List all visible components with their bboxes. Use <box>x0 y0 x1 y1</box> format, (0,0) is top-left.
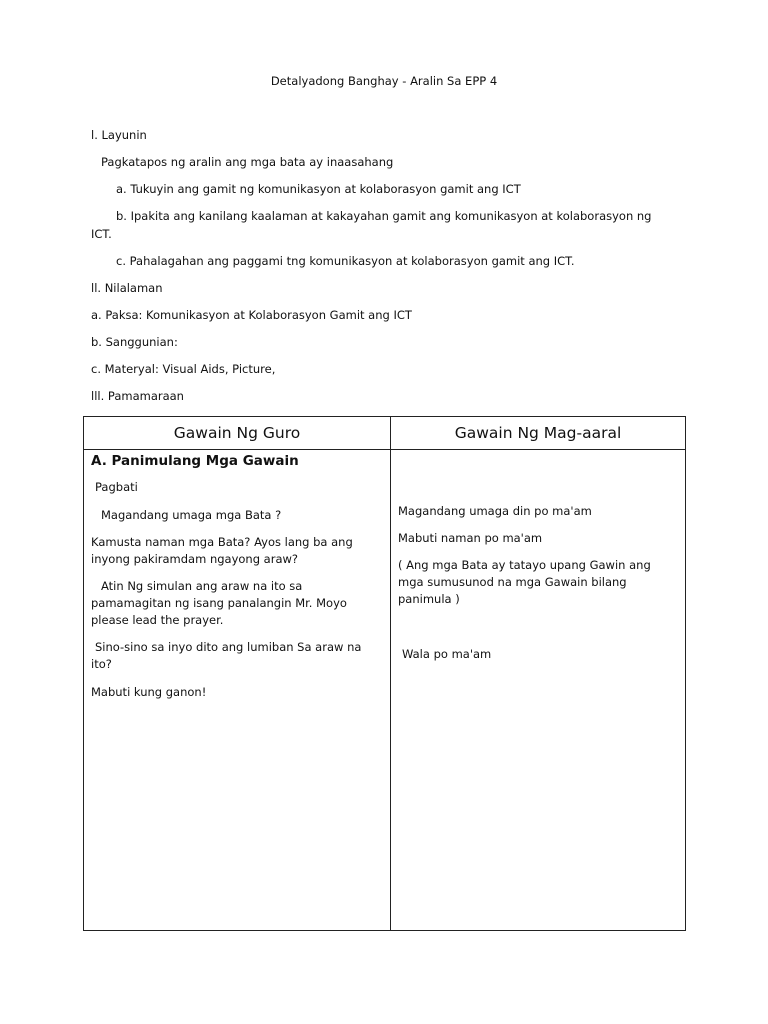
layunin-intro: Pagkatapos ng aralin ang mga bata ay inaasahang <box>101 155 394 169</box>
objective-c: c. Pahalagahan ang paggami tng komunikasyon at kolaborasyon gamit ang ICT. <box>116 254 575 268</box>
magaaral-greet: Magandang umaga din po ma'am <box>398 504 592 518</box>
guro-greet: Magandang umaga mga Bata ? <box>101 508 282 522</box>
pamamaraan-heading: lll. Pamamaraan <box>91 389 184 403</box>
magaaral-wala: Wala po ma'am <box>402 647 492 661</box>
objective-b-line2: ICT. <box>91 227 112 241</box>
section-panimulang-gawain: A. Panimulang Mga Gawain <box>91 453 299 469</box>
header-gawain-ng-mag-aaral: Gawain Ng Mag-aaral <box>391 417 686 450</box>
guro-cell <box>84 450 391 931</box>
guro-sino: Sino-sino sa inyo dito ang lumiban Sa araw na ito? <box>91 640 362 671</box>
magaaral-cell <box>391 450 686 931</box>
guro-pagbati: Pagbati <box>95 480 138 494</box>
nilalaman-heading: ll. Nilalaman <box>91 281 163 295</box>
guro-kamusta: Kamusta naman mga Bata? Ayos lang ba ang inyong pakiramdam ngayong araw? <box>91 535 353 566</box>
header-gawain-ng-guro: Gawain Ng Guro <box>84 417 391 450</box>
guro-simulan: Atin Ng simulan ang araw na ito sa pamamagitan ng isang panalangin Mr. Moyo please lead the prayer. <box>91 579 347 627</box>
layunin-heading: l. Layunin <box>91 128 147 142</box>
objective-b-line1: b. Ipakita ang kanilang kaalaman at kakayahan gamit ang komunikasyon at kolaborasyon ng <box>116 209 652 223</box>
nilalaman-sanggunian: b. Sanggunian: <box>91 335 178 349</box>
objective-a: a. Tukuyin ang gamit ng komunikasyon at kolaborasyon gamit ang ICT <box>116 182 521 196</box>
magaaral-tatayo: ( Ang mga Bata ay tatayo upang Gawin ang mga sumusunod na mga Gawain bilang panimula ) <box>398 558 651 606</box>
magaaral-mabuti: Mabuti naman po ma'am <box>398 531 543 545</box>
nilalaman-paksa: a. Paksa: Komunikasyon at Kolaborasyon Gamit ang ICT <box>91 308 412 322</box>
table-row <box>84 450 686 931</box>
table-header-row <box>84 417 686 450</box>
document-title: Detalyadong Banghay - Aralin Sa EPP 4 <box>270 74 498 88</box>
activity-table <box>83 416 686 931</box>
nilalaman-materyal: c. Materyal: Visual Aids, Picture, <box>91 362 276 376</box>
guro-mabuti: Mabuti kung ganon! <box>91 685 207 699</box>
